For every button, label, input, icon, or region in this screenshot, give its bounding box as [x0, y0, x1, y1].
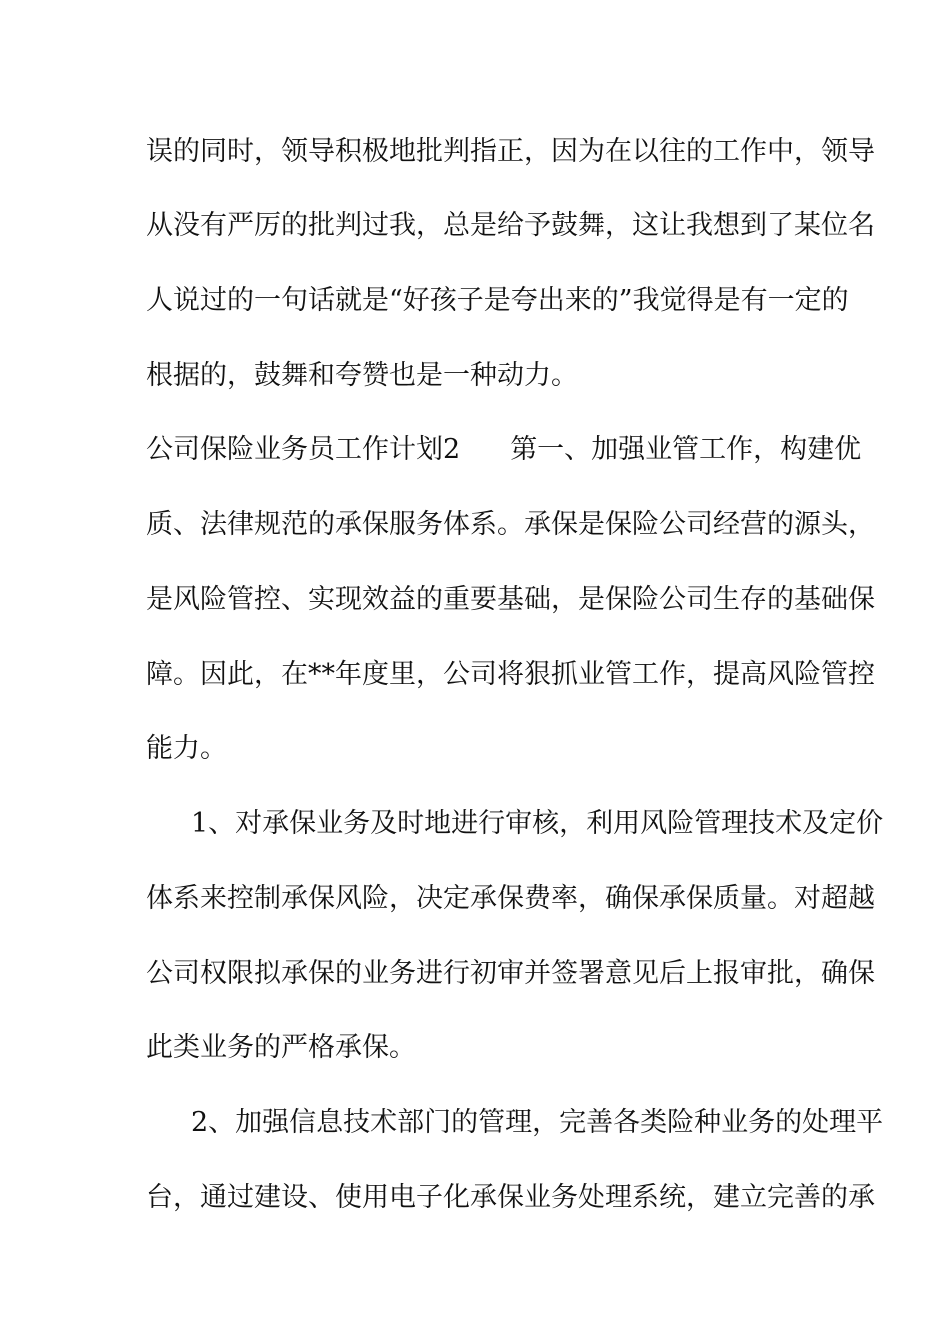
- paragraph-line: 能力。: [146, 733, 227, 764]
- section-title: 公司保险业务员工作计划2: [146, 434, 461, 465]
- paragraph-line: 1、对承保业务及时地进行审核，利用风险管理技术及定价: [191, 808, 884, 839]
- paragraph-line: 2、加强信息技术部门的管理，完善各类险种业务的处理平: [191, 1107, 884, 1138]
- paragraph-line: 人说过的一句话就是“好孩子是夸出来的”我觉得是有一定的: [146, 285, 849, 316]
- paragraph-line: 是风险管控、实现效益的重要基础，是保险公司生存的基础保: [146, 584, 875, 615]
- paragraph-line: 体系来控制承保风险，决定承保费率，确保承保质量。对超越: [146, 883, 875, 914]
- paragraph-line: 误的同时，领导积极地批判指正，因为在以往的工作中，领导: [146, 136, 875, 167]
- paragraph-line: 公司权限拟承保的业务进行初审并签署意见后上报审批，确保: [146, 958, 875, 989]
- paragraph-text: 第一、加强业管工作，构建优: [510, 434, 862, 465]
- paragraph-line: 障。因此，在**年度里，公司将狠抓业管工作，提高风险管控: [146, 659, 875, 690]
- paragraph-line: 此类业务的严格承保。: [146, 1032, 416, 1063]
- paragraph-line: 从没有严厉的批判过我，总是给予鼓舞，这让我想到了某位名: [146, 210, 875, 241]
- paragraph-line: 根据的，鼓舞和夸赞也是一种动力。: [146, 360, 578, 391]
- paragraph-line: 质、法律规范的承保服务体系。承保是保险公司经营的源头，: [146, 509, 875, 540]
- paragraph-line: 台，通过建设、使用电子化承保业务处理系统，建立完善的承: [146, 1182, 875, 1213]
- section-heading-line: [146, 430, 862, 470]
